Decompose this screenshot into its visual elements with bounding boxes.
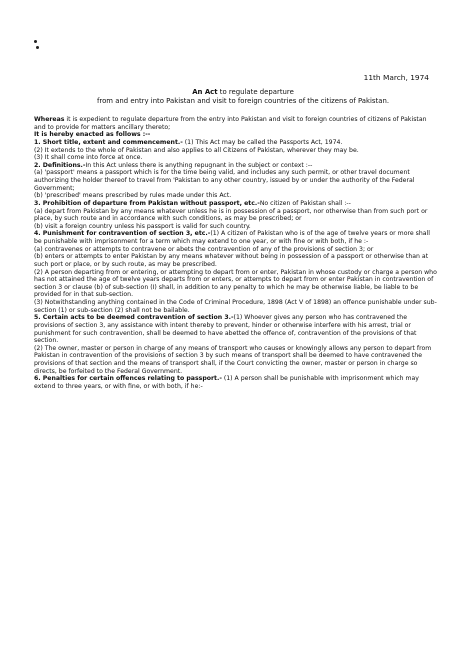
section-heading: 4. Punishment for contravention of section 3, etc.- [34,230,211,238]
paragraph-text: (1) Whoever gives any person who has contravened the provisions of section 3, any assistance with intent thereby to prevent, hinder or otherwise interfere with his arrest, trial or punishment for such contravention, shall be deemed to have abetted the offence of, contravention of the provisions of that section. [34,314,417,345]
paragraph-text: (2) It extends to the whole of Pakistan and also applies to all Citizens of Pakistan, wherever they may be. [34,146,359,154]
section-heading: 1. Short title, extent and commencement.- [34,138,183,146]
paragraph [34,299,438,314]
paragraph-text: (b) visit a foreign country unless his passport is valid for such country. [34,222,251,230]
paragraph [34,223,438,231]
section-6 [34,375,438,390]
paragraph-text: No citizen of Pakistan shall :-- [259,199,351,207]
paragraph [34,345,438,376]
paragraph [34,192,438,200]
paragraph-text: (a) 'passport' means a passport which is for the time being valid, and includes any such permit, or other travel document authorizing the holder thereof to travel from 'Pakistan to any other country, issued by or under the authority of the Federal Government; [34,169,415,192]
section-heading: 6. Penalties for certain offences relating to passport.- [34,375,222,383]
paragraph-heading: It is hereby enacted as follows :-- [34,131,151,139]
act-title-rest: to regulate departure [217,88,294,96]
paragraph-text: (1) A person shall be punishable with imprisonment which may extend to three years, or with fine, or with both, if he:- [34,375,419,390]
act-title [64,88,422,106]
paragraph-text: (1) This Act may be called the Passports Act, 1974. [182,138,343,146]
paragraph [34,116,438,131]
section-1 [34,139,438,147]
paragraph [34,246,438,254]
paragraph-text: (b) enters or attempts to enter Pakistan by any means whatever without being in possession of a passport or otherwise than at such port or place, or by such route, as may be prescribed. [34,253,429,268]
document-date: 11th March, 1974 [363,73,429,82]
act-subtitle: from and entry into Pakistan and visit to foreign countries of the citizens of Pakistan. [96,96,390,105]
paragraph [34,169,438,192]
binder-hole-mark [36,46,39,49]
paragraph [34,253,438,268]
paragraph [34,147,438,155]
paragraph [34,269,438,300]
paragraph [34,131,438,139]
paragraph-text: (2) A person departing from or entering, or attempting to depart from or enter, Pakistan in whose custody or charge a person who has not attained the age of twelve years departs from or enters, or attempts to depart from or enter Pakistan in contravention of section 3 or clause (b) of sub-section (I) shall, in addition to any penalty to which he may be otherwise liable, be liable to be provided for in that sub-section. [34,268,437,299]
section-5 [34,314,438,345]
paragraph-text: (2) The owner, master or person in charge of any means of transport who causes or knowingly allows any person to depart from Pakistan in contravention of the provisions of section 3 by such means of transport shall be deemed to have contravened the provisions of that section and the means of transport shall, if the Court convicting the owner, master or person in charge so directs, be forfeited to the Federal Government. [34,344,432,375]
paragraph-text: (1) A citizen of Pakistan who is of the age of twelve years or more shall be punishable with imprisonment for a term which may extend to one year, or with fine or with both, if he :- [34,230,430,245]
section-heading: 2. Definitions.- [34,161,86,169]
binder-hole-mark [34,40,37,43]
paragraph [34,154,438,162]
act-title-bold: An Act [192,88,218,96]
paragraph-text: (3) Notwithstanding anything contained in the Code of Criminal Procedure, 1898 (Act V of 1898) an offence punishable under sub-section (1) or sub-section (2) shall not be bailable. [34,299,437,314]
paragraph-text: it is expedient to regulate departure from the entry into Pakistan and visit to foreign countries of citizens of Pakistan and to provide for matters ancillary thereto; [34,116,427,131]
paragraph-text: (b) 'prescribed' means prescribed by rules made under this Act. [34,192,232,200]
section-3 [34,200,438,208]
section-heading: 3. Prohibition of departure from Pakistan without passport, etc.- [34,199,260,207]
document-page [4,4,470,651]
paragraph-text: In this Act unless there is anything repugnant in the subject or context :-- [85,161,313,169]
paragraph-text: (3) It shall come into force at once. [34,154,143,162]
section-heading: 5. Certain acts to be deemed contravention of section 3.- [34,314,234,322]
paragraph [34,208,438,223]
act-body [34,116,438,391]
paragraph-text: (a) depart from Pakistan by any means whatever unless he is in possession of a passport, nor otherwise than from such port or place, by such route and in accordance with such conditions, as may be prescribed; or [34,207,428,223]
paragraph-heading: Whereas [34,116,65,123]
section-2 [34,162,438,170]
section-4 [34,230,438,245]
act-title-line [64,88,422,97]
paragraph-text: (a) contravenes or attempts to contravene or abets the contravention of any of the provisions of section 3; or [34,245,374,253]
